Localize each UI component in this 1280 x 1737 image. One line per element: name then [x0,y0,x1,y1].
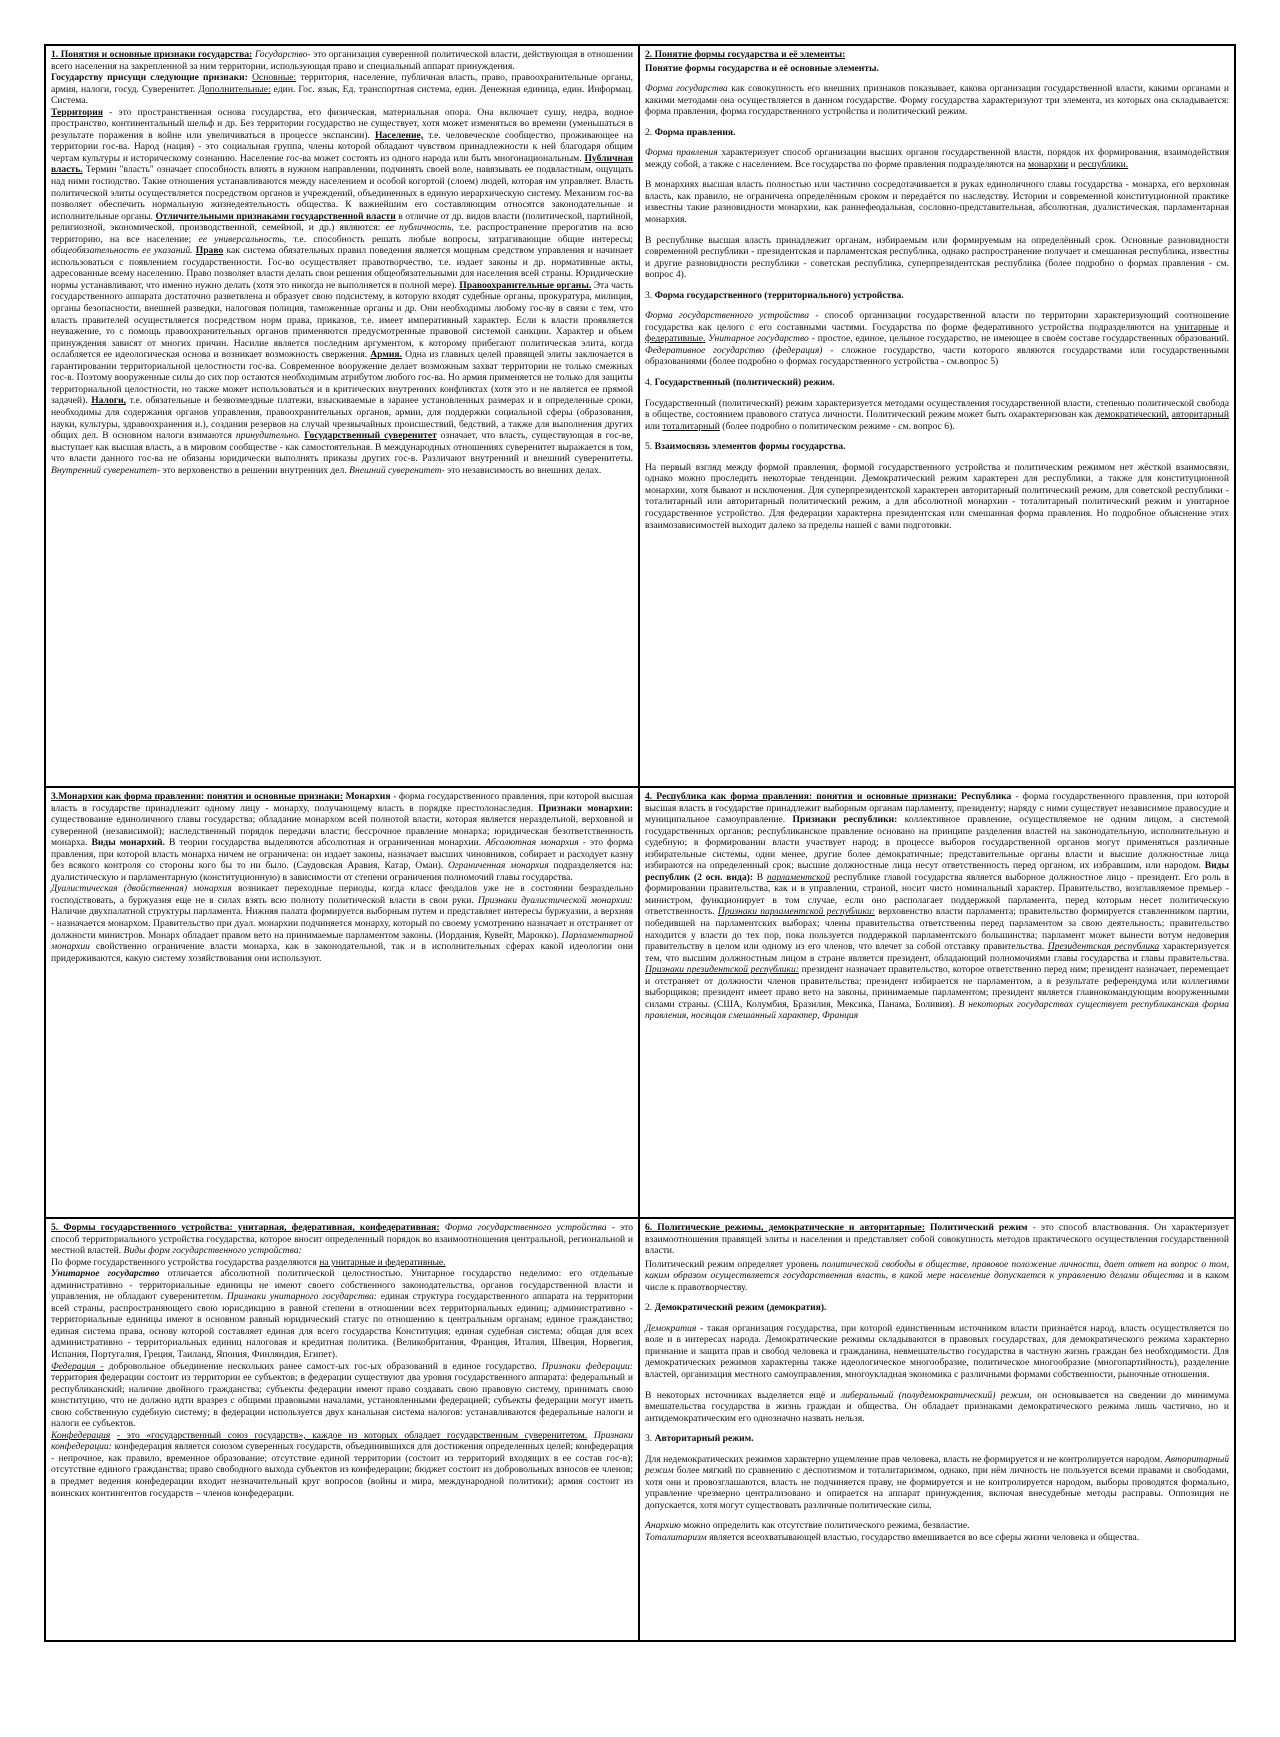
q6-s2: 2. Демократический режим (демократия). [645,1302,827,1314]
q6-p1: 6. Политические режимы, демократические и авторитарные: Политический режим - это способ властвования. Он характеризует взаимоотношения правящей элиты и населения и представляет собой совокупность методов практического осуществления государственной власти. [645,1222,1230,1257]
q5-p1: 5. Формы государственного устройства: унитарная, федеративная, конфедеративная: Форма государственного устройства - это способ территориального устройства государства, которое вносит определенный порядок во взаимоотношения центральной, региональной и местной властей. Виды форм государственного устройства: [51,1222,634,1257]
q5-p2: По форме государственного устройства государства разделяются на унитарные и федеративные. [51,1256,446,1268]
q2-heading: 2. Понятие формы государства и её элементы: [645,49,846,60]
q2-p3: В монархиях высшая власть полностью или частично сосредотачивается в руках единоличного главы государства - монарха, его верховная власть, как правило, не ограничена определённым сроком и передаётся по наследству. Истории и современной конституционной практике известны такие разновидности монархии, как раннефеодальная, сословно-представительная, абсолютная, дуалистическая, парламентарная монархия. [645,179,1229,226]
q2-s2: 2. Форма правления. [645,126,736,138]
q3-p1: 3.Монархия как форма правления: понятия и основные признаки: Монархия - форма государственного правления, при которой высшая власть в государстве принадлежит одному лицу - монарху, получающему власть в порядке престолонаследия. Признаки монархии: существование единоличного главы государства; обладание монархом всей полнотой власти, которая является неразделъной, верховной и суверенной (независимой); наследственный порядок передачи власти; бессрочное правление монарха; юридическая безответственность монарха. Виды монархий. В теории государства выделяются абсолютная и ограниченная монархии. Абсолютная монархия - это форма правления, при которой власть монарха ничем не ограничена: он издает законы, назначает высших чиновников, собирает и расходует казну без всякого контроля со стороны кого бы то ни было. (Саудовская Аравия, Катар, Оман). Ограниченная монархия подразделяется на: дуалистическую и парламентарную (конституционную) в зависимости от степени ограничения полномочий главы государства. [51,791,634,883]
q6-p4: В некоторых источниках выделяется ещё и либеральный (полудемократический) режим, он основывается на сведении до минимума вмешательства государства в жизнь граждан и общества. Он обладает признаками демократического режима лишь частично, но и антидемократическим его однозначно назвать нельзя. [645,1389,1229,1424]
q2-p2: Форма правления характеризует способ организации высших органов государственной власти, порядок их формирования, взаимодействия между собой, а также с населением. Все государства по форме правления подразделяются на монархии и республики. [645,147,1229,170]
q3-p2: Дуалистическая (двойственная) монархия возникает переходные периоды, когда класс феодалов уже не в состоянии безраздельно господствовать, а буржуазия еще не в силах взять всю полноту политической власти в свои руки. Признаки дуалистической монархии: Наличие двухпалатной структуры парламента. Нижняя палата формируется выборным путем и представляет интересы буржуазии, а верхняя - назначается монархом. Правительство при дуал. монархии подчиняется монарху, который по своему усмотрению назначает и отстраняет от должности министров. Монарх обладает правом вето на принимаемые парламентом законы. (Иордания, Кувейт, Марокко). Парламентарной монархии свойственно ограничение власти монарха, как в законодательной, так и в исполнительных сферах какой идеологии они придерживаются, какую систему хозяйствования они используют. [51,883,634,964]
q2-s3: 3. Форма государственного (территориального) устройства. [645,289,904,301]
cell-question-6 [640,1219,1234,1640]
q2-p6: Государственный (политический) режим характеризуется методами осуществления государственной власти, степенью политической свобода в обществе, состоянием правового статуса личности. Политический режим может быть охарактеризован как демократический, авторитарный или тоталитарный (более подробно о политическом режиме - см. вопрос 6). [645,397,1230,432]
q5-p5: Конфедерация - это «государственный союз государств», каждое из которых обладает государственным суверенитетом. Признаки конфедерации: конфедерация является союзом суверенных государств, объединившихся для достижения определенных целей; конфедерация - непрочное, как правило, временное образование; отсутствие единой территории (состоит из территорий входящих в ее состав гос-в); отсутствие единого гражданства; право свободного выхода субъектов из конфедерации; бюджет состоит из добровольных взносов ее членов; в предмет ведения конфедерации входит незначительный круг вопросов (войны и мира, международной политики); армия состоит из воинских контингентов государств – членов конфедерации. [51,1429,633,1499]
cell-question-4 [640,788,1234,1219]
q1-heading: 1. Понятия и основные признаки государства: [51,49,253,60]
cell-question-1 [46,46,640,788]
q6-p2: Политический режим определяет уровень политической свободы в обществе, правовое положение личности, дает ответ на вопрос о том, каким образом осуществляется государственная власть, в какой мере население допускается к управлению делами общества и в каком числе к правотворчеству. [645,1258,1229,1293]
q1-signs: Государству присущи следующие признаки: Основные: территория, население, публичная власть, право, правоохранительные органы, армия, налоги, госуд. Суверенитет. Дополнительные: един. Гос. язык, Ед. транспортная система, един. Денежная единица, един. Информац. Система. [51,72,634,107]
q3-heading: 3.Монархия как форма правления: понятия и основные признаки: [51,791,344,802]
cheat-sheet-table [44,44,1236,1642]
q2-p1: Форма государства как совокупность его внешних признаков показывает, какова организация государственной власти, какими органами и какими методами она осуществляется в данном государстве. Форму государства характеризуют три элемента, из которых она складывается: форма правления, форма государственного устройства и политический режим. [645,83,1229,118]
cell-question-3 [46,788,640,1219]
q1-body: Территория - это пространственная основа государства, его физическая, материальная опора. Она включает сушу, недра, водное пространство, континентальный шельф и др. Без территории государство не существует, хотя может изменяться во времени (уменьшаться в результате поражения в войне или увеличиваться в процессе экспансии). Население, т.е. человеческое сообщество, проживающее на территории гос-ва. Народ (нация) - это социальная группа, члены которой обладают чувством принадлежности к ней благодаря общим чертам культуры и историческому сознанию. Население гос-ва может состоять из одного народа или быть многонациональным. Публичная власть. Термин "власть" означает способность влиять в нужном направлении, подчинять своей воле, навязывать ее подвластным, ощущать над ними господство. Такие отношения устанавливаются между населением и особой когортой (слоем) людей, которая им управляет. Власть политической элиты осуществляется посредством органов и учреждений, объединенных в единую иерархическую систему. Механизм гос-ва позволяет обеспечить нормальную жизнедеятельность общества. К важнейшим его составляющим относятся законодательные и исполнительные органы. Отличительными признаками государственной власти в отличие от др. видов власти (политической, партийной, религиозной, экономической, производственной, семейной, и др.) являются: ее публичность, т.е. распространение прерогатив на всю территорию, на все население; ее универсальность, т.е. способность решать любые вопросы, затрагивающие общие интересы; общеобязательность ее указаний. Право как система обязательных правил поведения является мощным средством управления и начинает использоваться с появлением государственности. Гос-во осуществляет правотворчество, т.е. издает законы и др. нормативные акты, адресованные всему населению. Право позволяет власти делать свои решения общеобязательными для населения всей страны. Юридические нормы устанавливают, что именно нужно делать (хотя это никогда не выполняется в полной мере). Правоохранительные органы. Эта часть государственного аппарата достаточно разветвлена и образует свою подсистему, в которую входят судебные органы, прокуратура, милиция, органы безопасности, внешней разведки, налоговая полиция, таможенные органы и др. Они необходимы любому гос-ву в связи с тем, что власть правителей осуществляется посредством норм права, приказов, т.е. имеет императивный характер. Если к власти проявляется неуважение, то с помощь правоохранительных органов применяются предусмотренные правовой системой санкции. Характер и объем принуждения зависят от многих причин. Насилие является последним аргументом, к которому прибегают политическая элита, когда ослабляется ее идеологическая основа и возникает возможность свержения. Армия. Одна из главных целей правящей элиты заключается в гарантировании территориальной целостности гос-ва. Современное вооружение делает возможным захват территории не только смежных гос-в. Поэтому вооруженные силы до сих пор остаются необходимым атрибутом любого гос-ва. Но армия применяется не только для защиты территориальной целостности, но также может использоваться и в критических внутренних конфликтах (хотя это и не является ее прямой задачей). Налоги, т.е. обязательные и безвозмездные платежи, взыскиваемые в заранее установленных размерах и в определенные сроки, необходимы для содержания органов управления, правоохранительных органов, армии, для поддержки социальной сферы (образования, науки, культуры, здравоохранения и.), создания резервов на случай чрезвычайных происшествий, бедствий, а также для выполнения других общих дел. В основном налоги взимаются принудительно. Государственный суверенитет означает, что власть, существующая в гос-ве, выступает как высшая власть, а в мировом сообществе - как самостоятельная. В международных отношениях суверенитет выражается в том, что власти данного гос-ва не обязаны юридически выполнять приказы других гос-в. Различают внутренний и внешний суверенитеты. Внутренний суверенитет- это верховенство в решении внутренних дел. Внешний суверенитет- это независимость во внешних делах. [51,106,634,476]
cell-question-2 [640,46,1234,788]
q6-p3: Демократия - такая организация государства, при которой единственным источником власти признаётся народ, власть осуществляется по воле и в интересах народа. Демократические режимы складываются в правовых государствах, для демократического режима характерно признание и защита прав и свобод человека и гражданина, невмешательство государства в частную жизнь граждан без необходимости. Для демократических режимов характерны также идеологическое многообразие, политическое многообразие (многопартийность), разделение властей, организация местного самоуправления, многоукладная экономика с различными формами собственности, рыночные отношения. [645,1322,1230,1381]
q6-p5: Для недемократических режимов характерно ущемление прав человека, власть не формируется и не контролируется народом. Авторитарный режим более мягкий по сравнению с деспотизмом и тоталитаризмом, однако, при нём личность не пользуется всеми правами и свободами, хотя они и провозглашаются, власть не подчиняется праву, не формируется и не контролируется народом, выборы проводятся формально, управление чрезмерно централизовано и опирается на аппарат принуждения, включая внесудебные методы расправы. Оппозиция не допускается, хотя могут существовать различные политические силы. [645,1453,1229,1511]
q6-s3: 3. Авторитарный режим. [645,1433,754,1445]
q2-p7: На первый взгляд между формой правления, формой государственного устройства и политическим режимом нет жёсткой взаимосвязи, однако можно проследить некоторые тенденции. Демократический режим характерен для республики, а также для конституционной монархии, хотя бывают и исключения. Для суперпрезидентской характерен авторитарный политический режим, для советской республики - тоталитарный или авторитарный политический режим, а для абсолютной монархии - тоталитарный политический режим и унитарное государственное устройство. Для федерации характерна президентская или смешанная форма правления. Но подробное объяснение этих взаимозависимостей выходит далеко за пределы нашей с вами подготовки. [645,461,1229,531]
q2-s4: 4. Государственный (политический) режим. [645,377,835,389]
q4-heading: 4. Республика как форма правления: понятия и основные признаки: [645,791,957,802]
q1-intro: 1. Понятия и основные признаки государства: Государство- это организация суверенной политической власти, действующая в отношении всего населения на закрепленной за ним территории, использующая право и специальный аппарат принуждения. [51,49,633,72]
q6-heading: 6. Политические режимы, демократические и авторитарные: [645,1222,925,1233]
q6-p6: Анархию можно определить как отсутствие политического режима, безвластие. Тоталитаризм является всеохватывающей властью, государство вмешивается во все сферы жизни человека и общества. [645,1520,1140,1544]
q5-p4: Федерация - добровольное объединение нескольких ранее самост-ых гос-ых образований в единое государство. Признаки федерации: территория федерации состоит из территории ее субъектов; в федерации существуют два уровня государственного аппарата: федеральный и республиканский; наличие двойного гражданства; субъекты федерации имеют право создавать свою правовую систему, принимать свою конституцию, что не должно идти вразрез с общими правовыми началами, установленными федерацией; субъекты федерации могут иметь свою собственную судебную систему; в федерации используется двух канальная система налогов: устанавливаются федеральные налоги и налоги ее субъектов. [51,1360,633,1430]
q5-p3: Унитарное государство отличается абсолютной политической целостностью. Унитарное государство неделимо: его отдельные административно - территориальные единицы не имеют своего собственного законодательства, органов государственной власти и управления, не обладают суверенитетом. Признаки унитарного государства: единая структура государственного аппарата на территории всей страны, распространяющего свою юрисдикцию в равной степени в отношении всех территориальных единиц; административно - территориальные единицы имеют в основном равный юридический статус по отношению к центральным органам; единое гражданство; единая система права, основу которой составляет единая для всего государства Конституция; единая судебная система; общая для всех административно - территориальных единиц налоговая и кредитная политика. (Великобритания, Франция, Италия, Швеция, Норвегия, Испания, Португалия, Греция, Таиланд, Япония, Финляндия, Египет). [51,1268,634,1361]
q2-p5: Форма государственного устройства - способ организации государственной власти по территории характеризующий соотношение государства как целого с его составными частями. Государства по форме федеративного устройства подразделяются на унитарные и федеративные. Унитарное государство - простое, единое, целыное государство, не имеющее в своём составе государственных образований. Федеративное государство (федерация) - сложное государство, части которого являются государствами или государственными образованиями (более подробно о формах государственного устройства - см.вопрос 5) [645,310,1230,368]
q5-heading: 5. Формы государственного устройства: унитарная, федеративная, конфедеративная: [51,1222,440,1233]
q2-s5: 5. Взаимосвязь элементов формы государства. [645,441,846,453]
q2-heading-line [645,49,1229,61]
q2-p4: В республике высшая власть принадлежит органам, избираемым или формируемым на определённый срок. Основные разновидности современной республики - президентская и парламентская республика, однако распространение получает и смешанная республика, известны и другие разновидности республики - советская республика, суперпрезидентская республика (более подробно о формах правления - см. вопрос 4). [645,234,1229,281]
cell-question-5 [46,1219,640,1640]
q4-body: 4. Республика как форма правления: понятия и основные признаки: Республика - форма государственного правления, при которой высшая власть в государстве принадлежит выборным органам парламенту, президенту; наряду с ними существует независимое правосудие и муниципальное самоуправление. Признаки республики: коллективное правление, осуществляемое не одним лицом, а системой государственных органов; республиканское правление основано на принципе разделения властей на законодательную, исполнительную и судебную; в формировании власти участвует народ; в процессе выборов государственной органов могут применяться различные избирательные системы, одни менее, другие более демократичные; представительные органы власти и высшие должностные лица избираются на определенный срок; высшие должностные лица несут ответственность перед органом, их избравшим, или народом. Виды республик (2 осн. вида): В парламентской республике главой государства является выборное должностное лицо - президент. Его роль в формировании правительства, как и в управлении, страной, носит чисто номинальный характер. Правительство, возглавляемое премьер - министром, функционирует в том случае, если оно располагает поддержкой парламента, перед которым несет политическую ответственность. Признаки парламентской республики: верховенство власти парламента; правительство формируется ставленником партии, победившей на парламентских выборах; члены правительства ответственны перед парламентом за свою деятельность; правительство находится у власти до тех пор, пока пользуется поддержкой парламентского большинства; парламент может вынести вотум недоверия правительству в целом или одному из его членов, что влечет за собой отставку правительства. Президентская республика характеризуется тем, что высшим должностным лицом в стране является президент, обладающий полномочиями главы государства и главы правительства. Признаки президентской республики: президент назначает правительство, которое ответственно перед ним; президент назначает, перемещает и отстраняет от должности членов правительства; президент избирается не парламентом, а в результате референдума или коллегиями выборщиков; президент имеет право вето на законы, принимаемые парламентом; президент является главнокомандующим вооруженными силами страны. (США, Колумбия, Бразилия, Мексика, Панама, Боливия). В некоторых государствах существует республиканская форма правления, носящая смешанный характер, Франция [645,791,1230,1022]
q2-subheading-line: Понятие формы государства и её основные элементы. [645,62,879,74]
